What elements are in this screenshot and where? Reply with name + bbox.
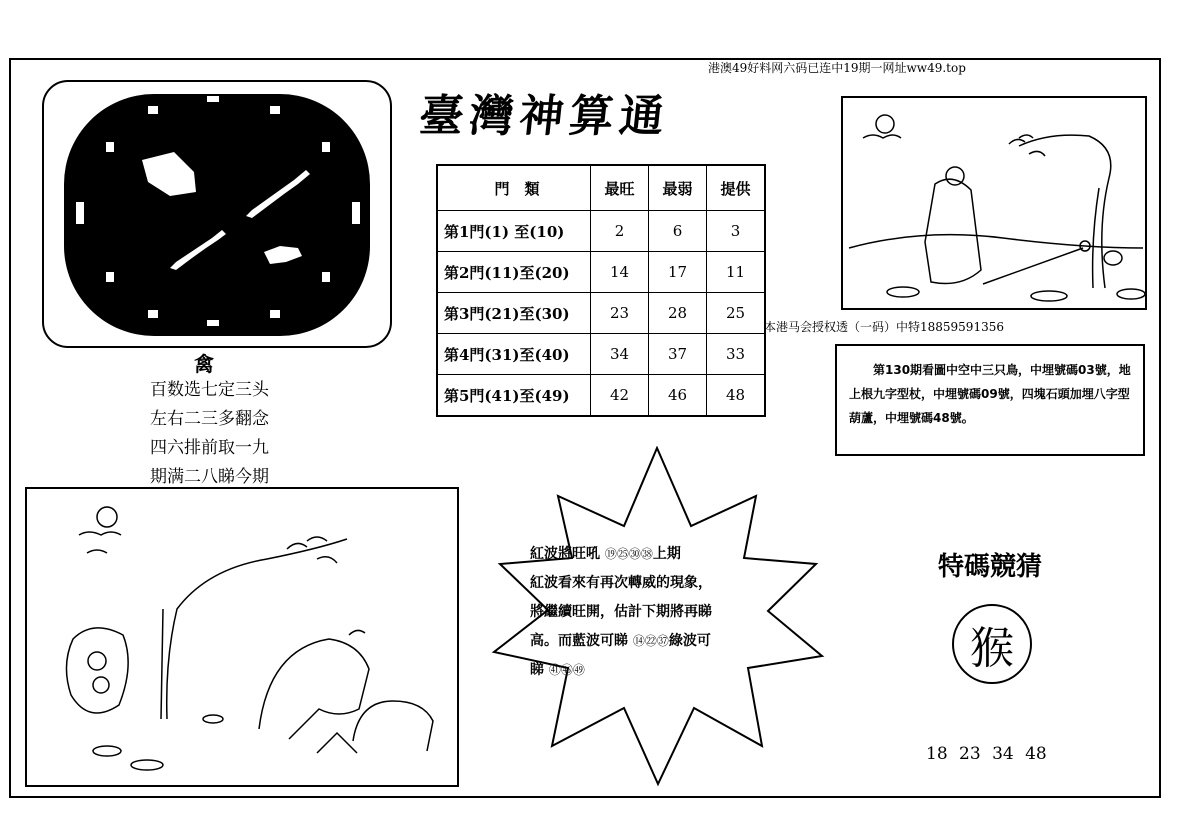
- blue-wave-numbers: ⑭㉒㊲: [632, 634, 669, 648]
- special-numbers: 18 23 34 48: [926, 744, 1047, 764]
- note-line: 葫蘆，中埋號碼48號。: [849, 411, 974, 425]
- star-line: 將繼續旺開，估計下期將再睇: [530, 604, 712, 620]
- pixel-clock-image: [42, 80, 392, 348]
- row-max: 42: [591, 375, 649, 417]
- row-min: 37: [649, 334, 707, 375]
- table-row: [437, 375, 765, 417]
- header-category: 門 類: [437, 165, 591, 211]
- poem: [150, 376, 269, 492]
- note-line: 第130期看圖中空中三只鳥，中埋號碼03號，地: [849, 363, 1131, 377]
- table-row: [437, 252, 765, 293]
- wave-prediction-text: [530, 540, 780, 685]
- table-row: [437, 293, 765, 334]
- row-min: 28: [649, 293, 707, 334]
- note-line: 上根九字型杖，中埋號碼09號，四塊石頭加埋八字型: [849, 387, 1130, 401]
- cattle-illustration: [25, 487, 459, 787]
- poem-line: 百数选七定三头: [150, 380, 269, 400]
- caption-character: 禽: [194, 352, 214, 376]
- row-label: 第2門(11)至(20): [437, 252, 591, 293]
- page-title: 臺灣神算通: [416, 91, 673, 142]
- green-wave-numbers: ㊶㊻㊾: [548, 663, 585, 677]
- star-line: 紅波將旺吼 ⑲㉕㉚㊳上期: [530, 546, 681, 562]
- row-min: 46: [649, 375, 707, 417]
- row-label: 第4門(31)至(40): [437, 334, 591, 375]
- row-label: 第3門(21)至(30): [437, 293, 591, 334]
- site-note: 港澳49好料网六码已连中19期一网址ww49.top: [708, 61, 966, 75]
- row-offer: 3: [707, 211, 766, 252]
- row-label: 第5門(41)至(49): [437, 375, 591, 417]
- red-wave-numbers: ⑲㉕㉚㊳: [604, 547, 653, 561]
- row-offer: 33: [707, 334, 766, 375]
- clock-face: [64, 94, 370, 336]
- authorization-note: 本港马会授权透（一码）中特18859591356: [764, 320, 1004, 334]
- row-offer: 48: [707, 375, 766, 417]
- row-max: 14: [591, 252, 649, 293]
- odds-table: [436, 164, 766, 417]
- row-max: 34: [591, 334, 649, 375]
- row-min: 6: [649, 211, 707, 252]
- poem-line: 左右二三多翻念: [150, 409, 269, 429]
- zodiac-badge: 猴: [952, 604, 1032, 684]
- row-min: 17: [649, 252, 707, 293]
- star-line: 高。而藍波可睇 ⑭㉒㊲綠波可: [530, 633, 711, 649]
- row-offer: 25: [707, 293, 766, 334]
- table-header-row: [437, 165, 765, 211]
- special-guess-title: 特碼競猜: [938, 552, 1043, 582]
- header-min: 最弱: [649, 165, 707, 211]
- row-offer: 11: [707, 252, 766, 293]
- row-label: 第1門(1) 至(10): [437, 211, 591, 252]
- monk-illustration: [841, 96, 1147, 310]
- header-max: 最旺: [591, 165, 649, 211]
- row-max: 2: [591, 211, 649, 252]
- header-offer: 提供: [707, 165, 766, 211]
- riddle-note-box: [835, 344, 1145, 456]
- table-row: [437, 211, 765, 252]
- table-row: [437, 334, 765, 375]
- poem-line: 四六排前取一九: [150, 438, 269, 458]
- row-max: 23: [591, 293, 649, 334]
- star-line: 睇 ㊶㊻㊾: [530, 662, 585, 678]
- poem-line: 期满二八睇今期: [150, 467, 269, 487]
- star-line: 紅波看來有再次轉威的現象，: [530, 575, 712, 591]
